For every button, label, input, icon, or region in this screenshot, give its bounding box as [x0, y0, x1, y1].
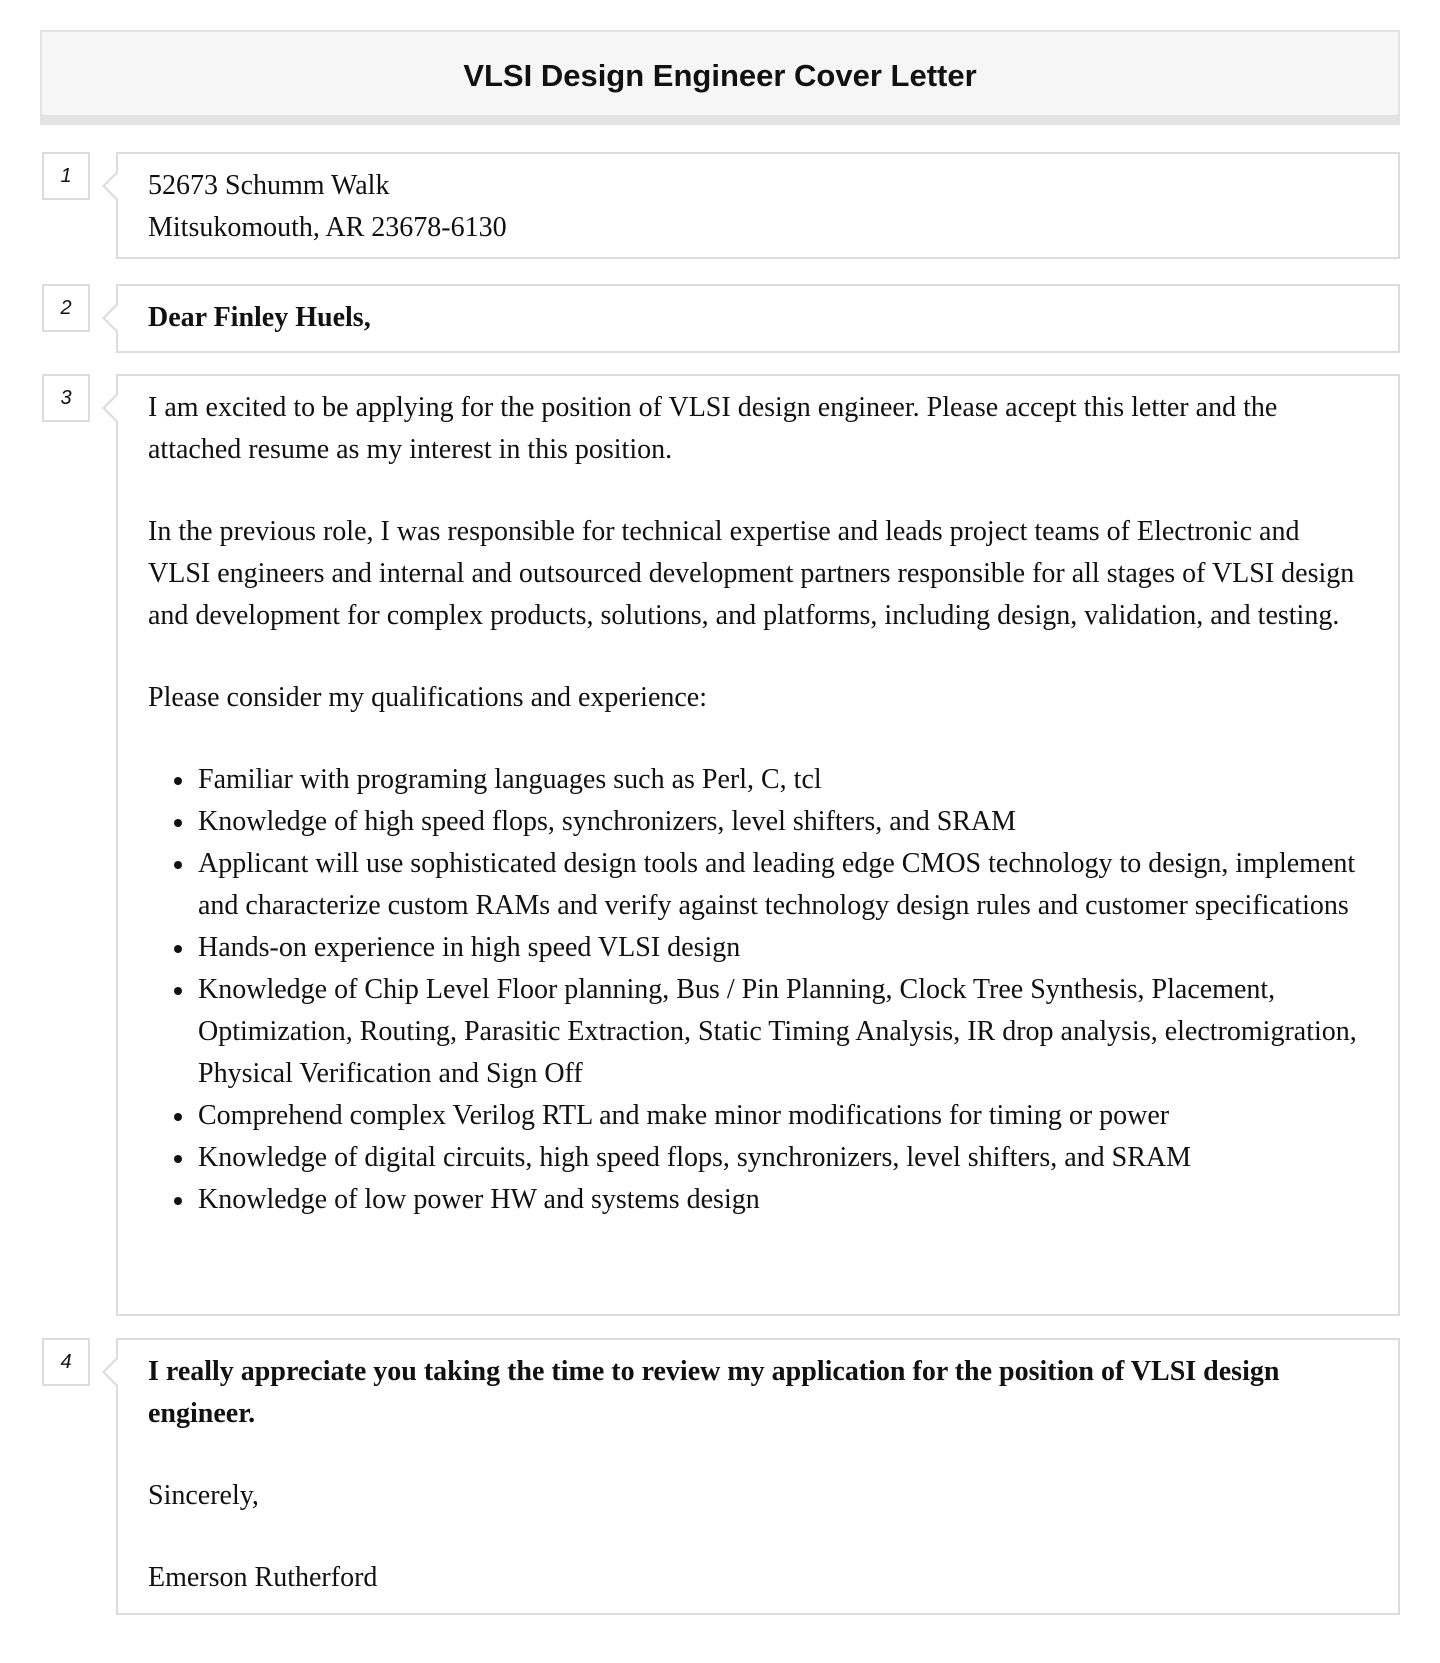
list-item: Applicant will use sophisticated design tools and leading edge CMOS technology to design, implement and characterize custom RAMs and verify against technology design rules and customer specifications	[148, 843, 1368, 927]
valediction: Sincerely,	[148, 1480, 259, 1511]
experience-paragraph: In the previous role, I was responsible for technical expertise and leads project teams of Electronic and VLSI engineers and internal and outsourced development partners responsible for all stages of VLSI design and development for complex products, solutions, and platforms, including design, validation, and testing.	[148, 516, 1355, 631]
list-item: Knowledge of Chip Level Floor planning, Bus / Pin Planning, Clock Tree Synthesis, Placement, Optimization, Routing, Parasitic Extraction, Static Timing Analysis, IR drop analysis, electromigration, Physical Verification and Sign Off	[148, 969, 1368, 1095]
salutation-block	[116, 284, 1400, 353]
list-item: Knowledge of digital circuits, high speed flops, synchronizers, level shifters, and SRAM	[148, 1137, 1368, 1179]
list-item: Comprehend complex Verilog RTL and make minor modifications for timing or power	[148, 1095, 1368, 1137]
address-block	[116, 152, 1400, 259]
address-line-1: 52673 Schumm Walk	[148, 170, 390, 201]
page-title: VLSI Design Engineer Cover Letter	[463, 57, 977, 93]
body-block	[116, 374, 1400, 1316]
signature-name: Emerson Rutherford	[148, 1562, 378, 1593]
list-item: Knowledge of low power HW and systems design	[148, 1179, 1368, 1221]
closing-statement: I really appreciate you taking the time to review my application for the position of VLSI design engineer.	[148, 1356, 1280, 1429]
section-number-badge: 4	[42, 1338, 90, 1386]
page-header	[40, 30, 1400, 125]
list-item: Familiar with programing languages such as Perl, C, tcl	[148, 759, 1368, 801]
intro-paragraph: I am excited to be applying for the position of VLSI design engineer. Please accept this letter and the attached resume as my interest in this position.	[148, 392, 1278, 465]
qualifications-list	[148, 759, 1368, 1221]
section-number-badge: 1	[42, 152, 90, 200]
qualifications-heading: Please consider my qualifications and experience:	[148, 682, 708, 713]
section-number-badge: 3	[42, 374, 90, 422]
closing-block	[116, 1338, 1400, 1615]
address-line-2: Mitsukomouth, AR 23678-6130	[148, 212, 507, 243]
list-item: Hands-on experience in high speed VLSI design	[148, 927, 1368, 969]
list-item: Knowledge of high speed flops, synchronizers, level shifters, and SRAM	[148, 801, 1368, 843]
section-number-badge: 2	[42, 284, 90, 332]
salutation: Dear Finley Huels,	[148, 302, 371, 333]
